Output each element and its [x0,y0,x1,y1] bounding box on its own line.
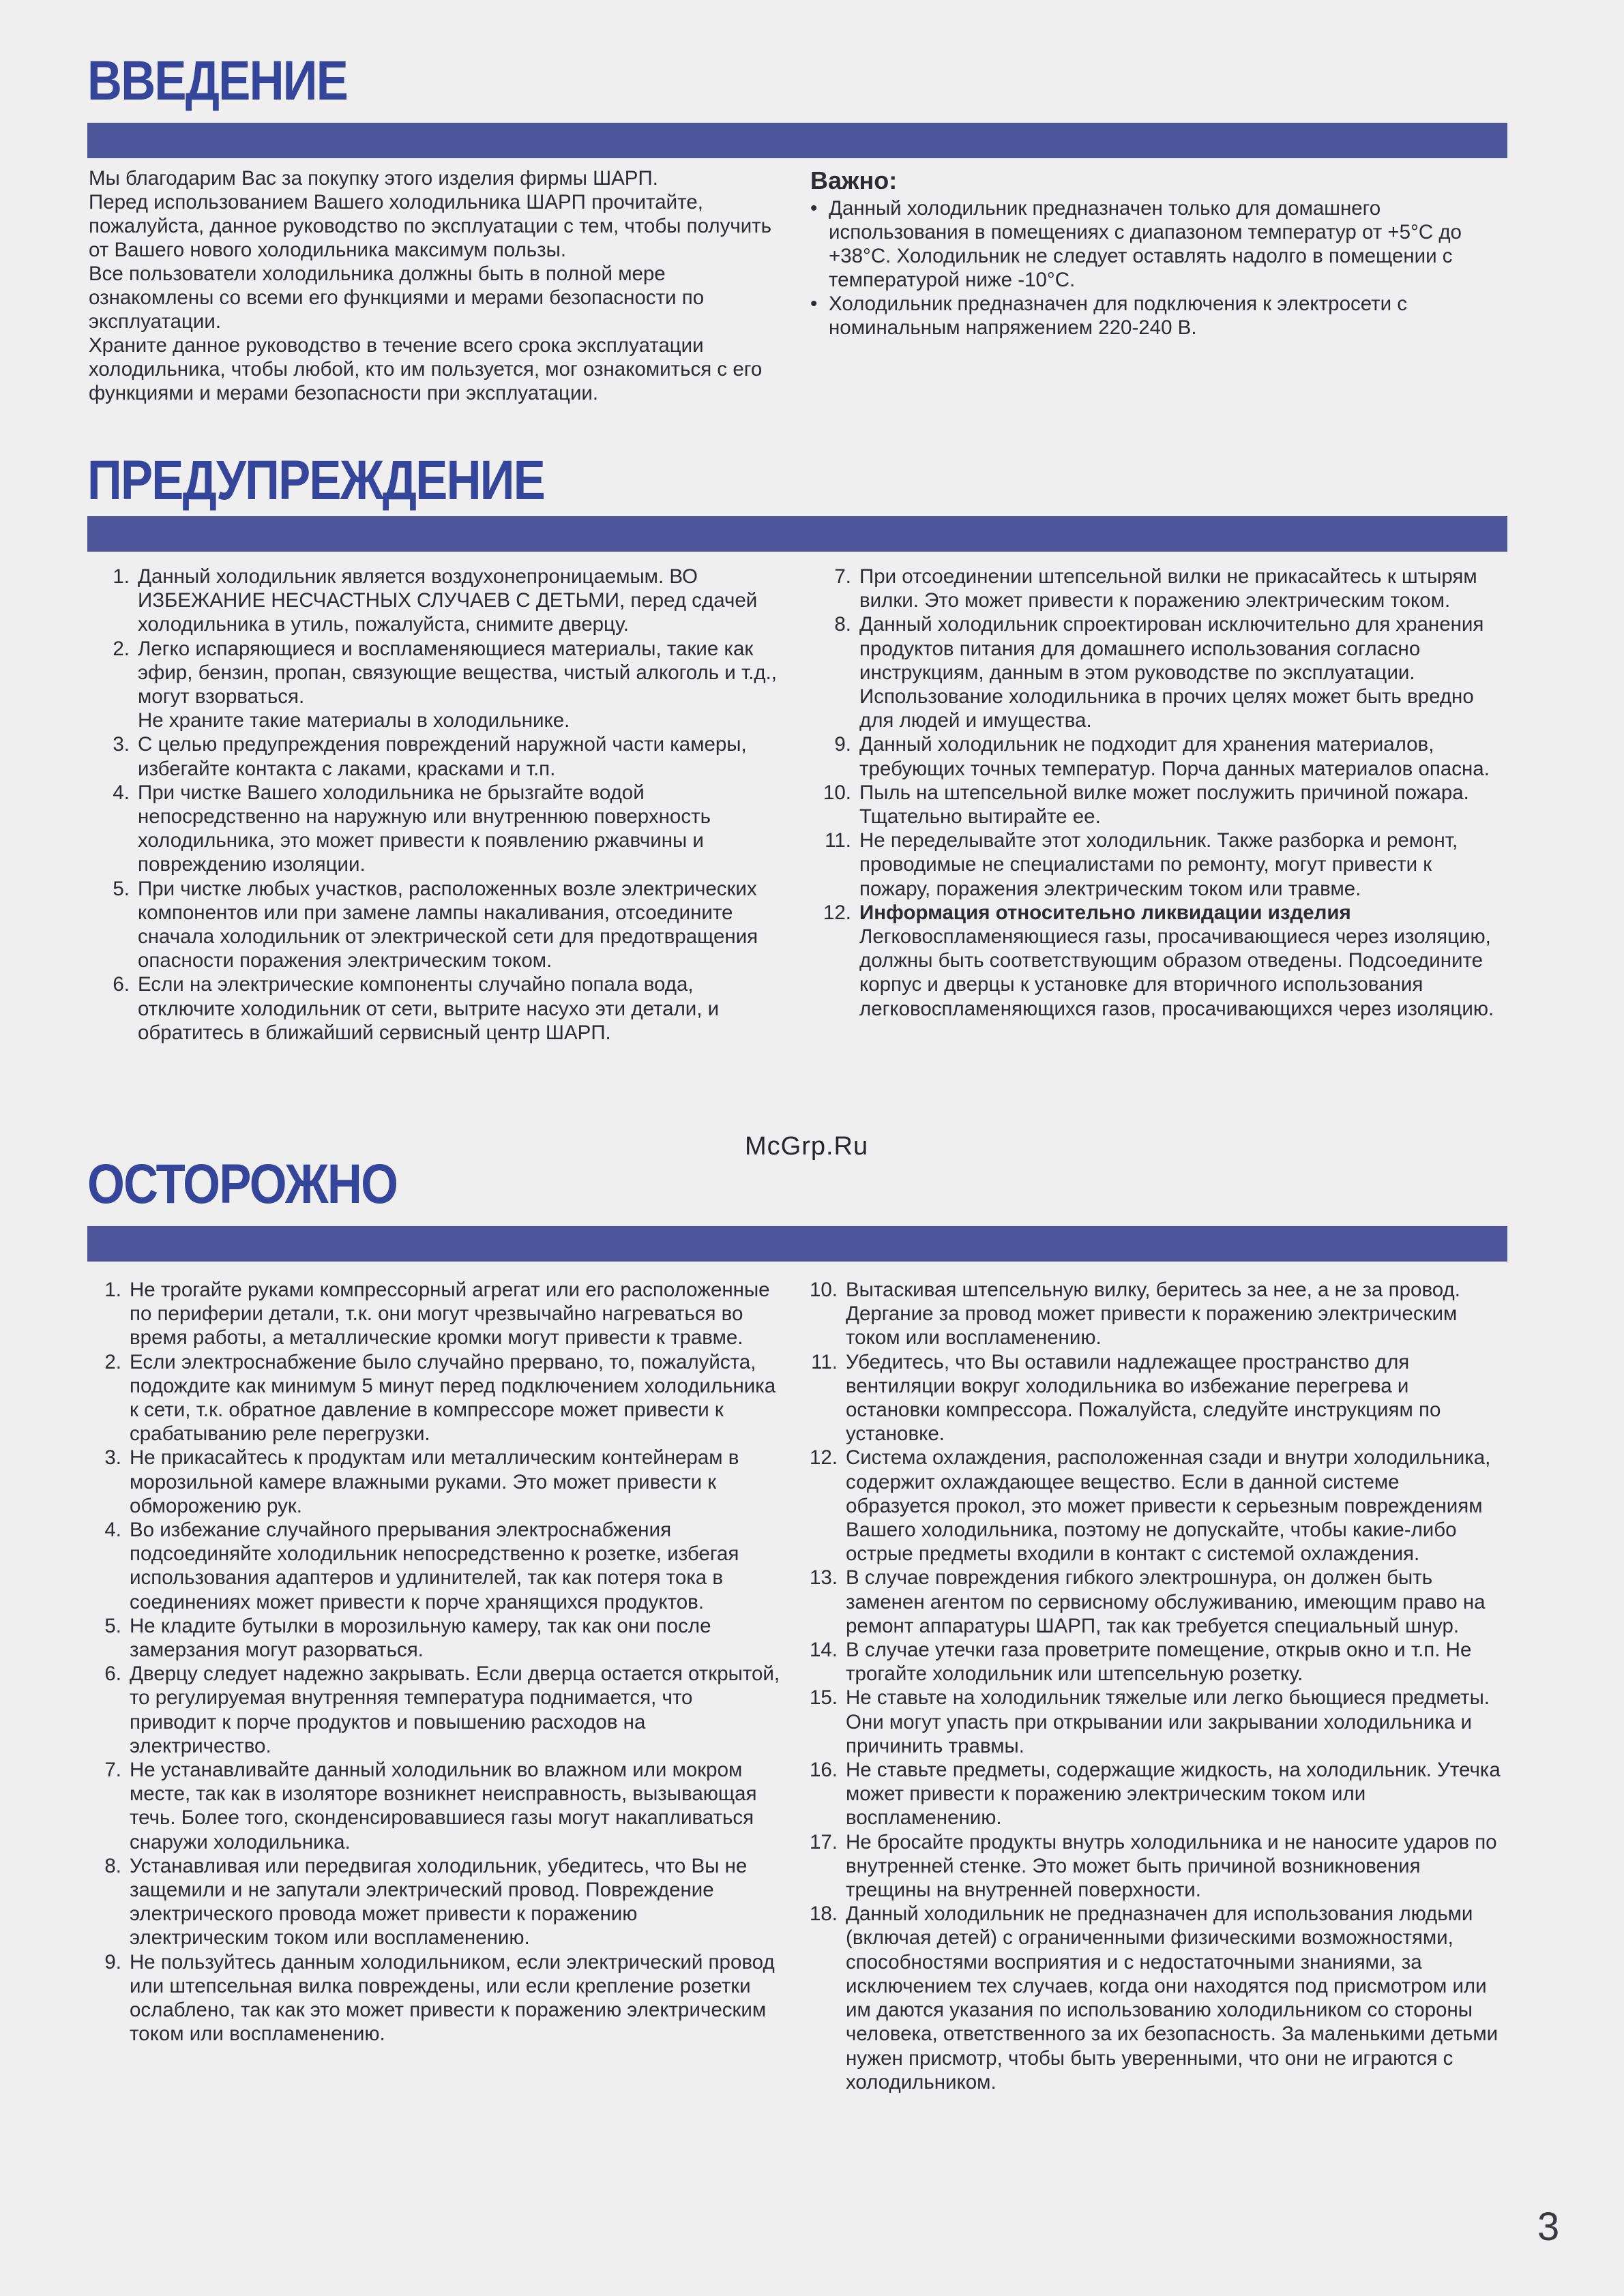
item-number: 11. [811,1350,838,1373]
warning-item [97,877,780,973]
item-text: Не устанавливайте данный холодильник во влажном или мокром месте, так как в изоляторе возникнет неисправность, вызывающая течь. Более того, сконденсировавшиеся газы могут накапливаться снаружи холодильника. [130,1759,757,1853]
item-number: 8. [104,1854,121,1877]
item-number: 6. [104,1663,121,1686]
caution-item [89,1614,780,1662]
item-number: 12. [823,901,851,924]
caution-item [805,1350,1507,1446]
item-number: 12. [809,1446,838,1470]
item-text: Убедитесь, что Вы оставили надлежащее пространство для вентиляции вокруг холодильника во избежание перегрева и остановки компрессора. Пожалуйста, следуйте инструкциям по установке. [846,1350,1441,1446]
item-text: Не храните такие материалы в холодильнике. [138,709,570,732]
caution-item [89,1518,780,1614]
caution-item [805,1902,1507,2094]
item-text: Во избежание случайного прерывания электроснабжения подсоединяйте холодильник непосредственно к розетке, избегая использования адаптеров и удлинителей, так как потеря тока в соединениях может привести к порче хранящихся продуктов. [130,1519,739,1613]
item-number: 16. [809,1759,838,1782]
caution-item [89,1350,780,1446]
warning-item [818,829,1507,901]
item-text: При чистке любых участков, расположенных возле электрических компонентов или при замене лампы накаливания, отсоедините сначала холодильник от электрической сети для предотвращения опасности поражения электрическим током. [138,877,758,972]
caution-item [805,1830,1507,1903]
intro-paragraph: Перед использованием Вашего холодильника ШАРП прочитайте, пожалуйста, данное руководство по эксплуатации с тем, чтобы получить от Вашего нового холодильника максимум пользы. [89,191,772,261]
warning-item [818,781,1507,829]
caution-item [805,1758,1507,1830]
item-number: 13. [809,1566,838,1590]
item-number: 3. [104,1446,121,1470]
caution-item [89,1446,780,1518]
warning-list-right [818,565,1507,1021]
caution-item [89,1854,780,1950]
intro-heading: ВВЕДЕНИЕ [87,50,348,112]
item-text: Пыль на штепсельной вилке может послужить причиной пожара. Тщательно вытирайте ее. [859,781,1469,829]
item-title: Информация относительно ликвидации изделия [859,901,1351,924]
item-text: Не кладите бутылки в морозильную камеру, так как они после замерзания могут разорваться. [130,1614,711,1662]
item-text: Данный холодильник не подходит для хранения материалов, требующих точных температур. Порча данных материалов опасна. [859,733,1490,780]
warning-item [818,901,1507,1021]
item-text: Данный холодильник является воздухонепроницаемым. ВО ИЗБЕЖАНИЕ НЕСЧАСТНЫХ СЛУЧАЕВ С ДЕТЬМИ, перед сдачей холодильника в утиль, пожалуйста, снимите дверцу. [138,565,758,636]
caution-item [805,1686,1507,1758]
item-number: 17. [809,1830,838,1853]
item-number: 9. [104,1950,121,1973]
item-text: При чистке Вашего холодильника не брызгайте водой непосредственно на наружную или внутреннюю поверхность холодильника, это может привести к появлению ржавчины и повреждению изоляции. [138,781,711,876]
item-number: 8. [834,613,851,636]
item-text: Легковоспламеняющиеся газы, просачивающиеся через изоляцию, должны быть соответствующим образом отведены. Подсоедините корпус и дверцы к установке для вторичного использования легковоспламеняющихся газов, просачивающихся через изоляцию. [859,925,1494,1020]
item-text: С целью предупреждения повреждений наружной части камеры, избегайте контакта с лаками, красками и т.п. [138,733,747,780]
important-item: • Холодильник предназначен для подключения к электросети с номинальным напряжением 220-240 В. [810,292,1513,340]
warning-list-left [97,565,780,1045]
warning-heading-bar [87,516,1507,552]
item-text: Если на электрические компоненты случайно попала вода, отключите холодильник от сети, вытрите насухо эти детали, и обратитесь в ближайший сервисный центр ШАРП. [138,973,720,1044]
caution-item [805,1566,1507,1638]
important-list [810,196,1513,340]
page-number: 3 [1537,2205,1560,2249]
important-note [810,166,1513,340]
intro-text [89,166,780,405]
intro-paragraph: Мы благодарим Вас за покупку этого изделия фирмы ШАРП. [89,167,658,190]
item-number: 2. [113,637,130,660]
caution-item [805,1638,1507,1686]
warning-item [97,732,780,780]
item-text: Не прикасайтесь к продуктам или металлическим контейнерам в морозильной камере влажными руками. Это может привести к обморожению рук. [130,1446,739,1517]
item-number: 1. [104,1279,121,1301]
warning-item [97,972,780,1045]
item-number: 9. [834,733,851,756]
item-text: Система охлаждения, расположенная сзади и внутри холодильника, содержит охлаждающее вещество. Если в данной системе образуется прокол, это может привести к серьезным повреждениям Вашего холодильника, поэтому не допускайте, чтобы какие-либо острые предметы входили в контакт с системой охлаждения. [846,1446,1491,1566]
item-number: 10. [823,781,851,804]
important-title: Важно: [810,166,898,194]
watermark: McGrp.Ru [745,1132,869,1161]
warning-heading: ПРЕДУПРЕЖДЕНИЕ [87,449,545,511]
item-number: 6. [113,973,130,996]
item-number: 15. [809,1686,838,1710]
item-text: Не трогайте руками компрессорный агрегат или его расположенные по периферии детали, т.к. они могут чрезвычайно нагреваться во время работы, а металлические кромки могут привести к травме. [130,1279,770,1350]
item-number: 7. [104,1759,121,1782]
item-number: 4. [113,781,130,804]
item-text: Не бросайте продукты внутрь холодильника и не наносите ударов по внутренней стенке. Это может быть причиной возникновения трещины на внутренней поверхности. [846,1830,1497,1902]
item-number: 2. [104,1350,121,1373]
item-text: Дверцу следует надежно закрывать. Если дверца остается открытой, то регулируемая внутренняя температура поднимается, что приводит к порче продуктов и повышению расходов на электричество. [130,1663,780,1757]
warning-item [818,612,1507,732]
item-number: 7. [834,565,851,588]
item-text: Устанавливая или передвигая холодильник, убедитесь, что Вы не защемили и не запутали электрический провод. Повреждение электрического провода может привести к поражению электрическим током или воспламенению. [130,1854,748,1950]
item-number: 10. [809,1279,838,1301]
item-text: Не ставьте на холодильник тяжелые или легко бьющиеся предметы. Они могут упасть при открывании или закрывании холодильника и причинить травмы. [846,1686,1490,1757]
item-text: При отсоединении штепсельной вилки не прикасайтесь к штырям вилки. Это может привести к поражению электрическим током. [859,565,1477,612]
intro-paragraph: Храните данное руководство в течение всего срока эксплуатации холодильника, чтобы любой, кто им пользуется, мог ознакомиться с его функциями и мерами безопасности при эксплуатации. [89,334,763,404]
caution-item [805,1446,1507,1566]
item-text: Не переделывайте этот холодильник. Также разборка и ремонт, проводимые не специалистами по ремонту, могут привести к пожару, поражения электрическим током или травме. [859,829,1458,900]
caution-item [89,1950,780,2046]
warning-item [97,565,780,637]
item-number: 11. [825,829,851,852]
warning-item [818,565,1507,612]
caution-item [89,1662,780,1758]
caution-list-right [805,1278,1507,2094]
item-number: 4. [104,1519,121,1542]
caution-heading: ОСТОРОЖНО [87,1153,398,1215]
item-text: Данный холодильник не предназначен для использования людьми (включая детей) с ограниченными физическими возможностями, способностями восприятия и с недостаточными знаниями, за исключением тех случаев, когда они находятся под присмотром или им даются указания по использованию холодильником со стороны человека, ответственного за их безопасность. За маленькими детьми нужен присмотр, чтобы быть уверенными, что они не играются с холодильником. [846,1903,1498,2093]
item-text: Данный холодильник спроектирован исключительно для хранения продуктов питания для домашнего использования согласно инструкциям, данным в этом руководстве по эксплуатации. Использование холодильника в прочих целях может быть вредно для людей и имущества. [859,613,1484,732]
warning-item [97,637,780,733]
caution-item [89,1278,780,1350]
item-number: 18. [809,1903,838,1926]
item-number: 14. [809,1639,838,1662]
item-text: Не пользуйтесь данным холодильником, если электрический провод или штепсельная вилка повреждены, или если крепление розетки ослаблено, так как это может привести к поражению электрическим током или воспламенению. [130,1950,775,2046]
important-item: • Данный холодильник предназначен только для домашнего использования в помещениях с диапазоном температур от +5°C до +38°C. Холодильник не следует оставлять надолго в помещении с температурой ниже -10°C. [810,196,1513,292]
warning-item [818,732,1507,780]
intro-paragraph: Все пользователи холодильника должны быть в полной мере ознакомлены со всеми его функциями и мерами безопасности по эксплуатации. [89,263,705,333]
warning-item [97,781,780,877]
item-number: 5. [104,1614,121,1637]
item-text: В случае повреждения гибкого электрошнура, он должен быть заменен агентом по сервисному обслуживанию, имеющим право на ремонт аппаратуры ШАРП, так как требуется специальный шнур. [846,1566,1486,1637]
caution-item [89,1758,780,1854]
item-number: 1. [113,565,130,588]
item-text: Не ставьте предметы, содержащие жидкость, на холодильник. Утечка может привести к поражению электрическим током или воспламенению. [846,1759,1501,1830]
caution-heading-bar [87,1226,1507,1262]
item-number: 5. [113,877,130,900]
item-number: 3. [113,733,130,756]
item-text: В случае утечки газа проветрите помещение, открыв окно и т.п. Не трогайте холодильник или штепсельную розетку. [846,1639,1472,1686]
item-text: Если электроснабжение было случайно прервано, то, пожалуйста, подождите как минимум 5 минут перед подключением холодильника к сети, т.к. обратное давление в компрессоре может привести к срабатыванию реле перегрузки. [130,1350,776,1446]
caution-list-left [89,1278,780,2046]
item-text: Вытаскивая штепсельную вилку, беритесь за нее, а не за провод. Дергание за провод может привести к поражению электрическим током или воспламенению. [846,1279,1460,1350]
caution-item [805,1278,1507,1350]
intro-heading-bar [87,123,1507,158]
item-text: Легко испаряющиеся и воспламеняющиеся материалы, такие как эфир, бензин, пропан, связующие вещества, чистый алкоголь и т.д., могут взорваться. [138,637,777,709]
